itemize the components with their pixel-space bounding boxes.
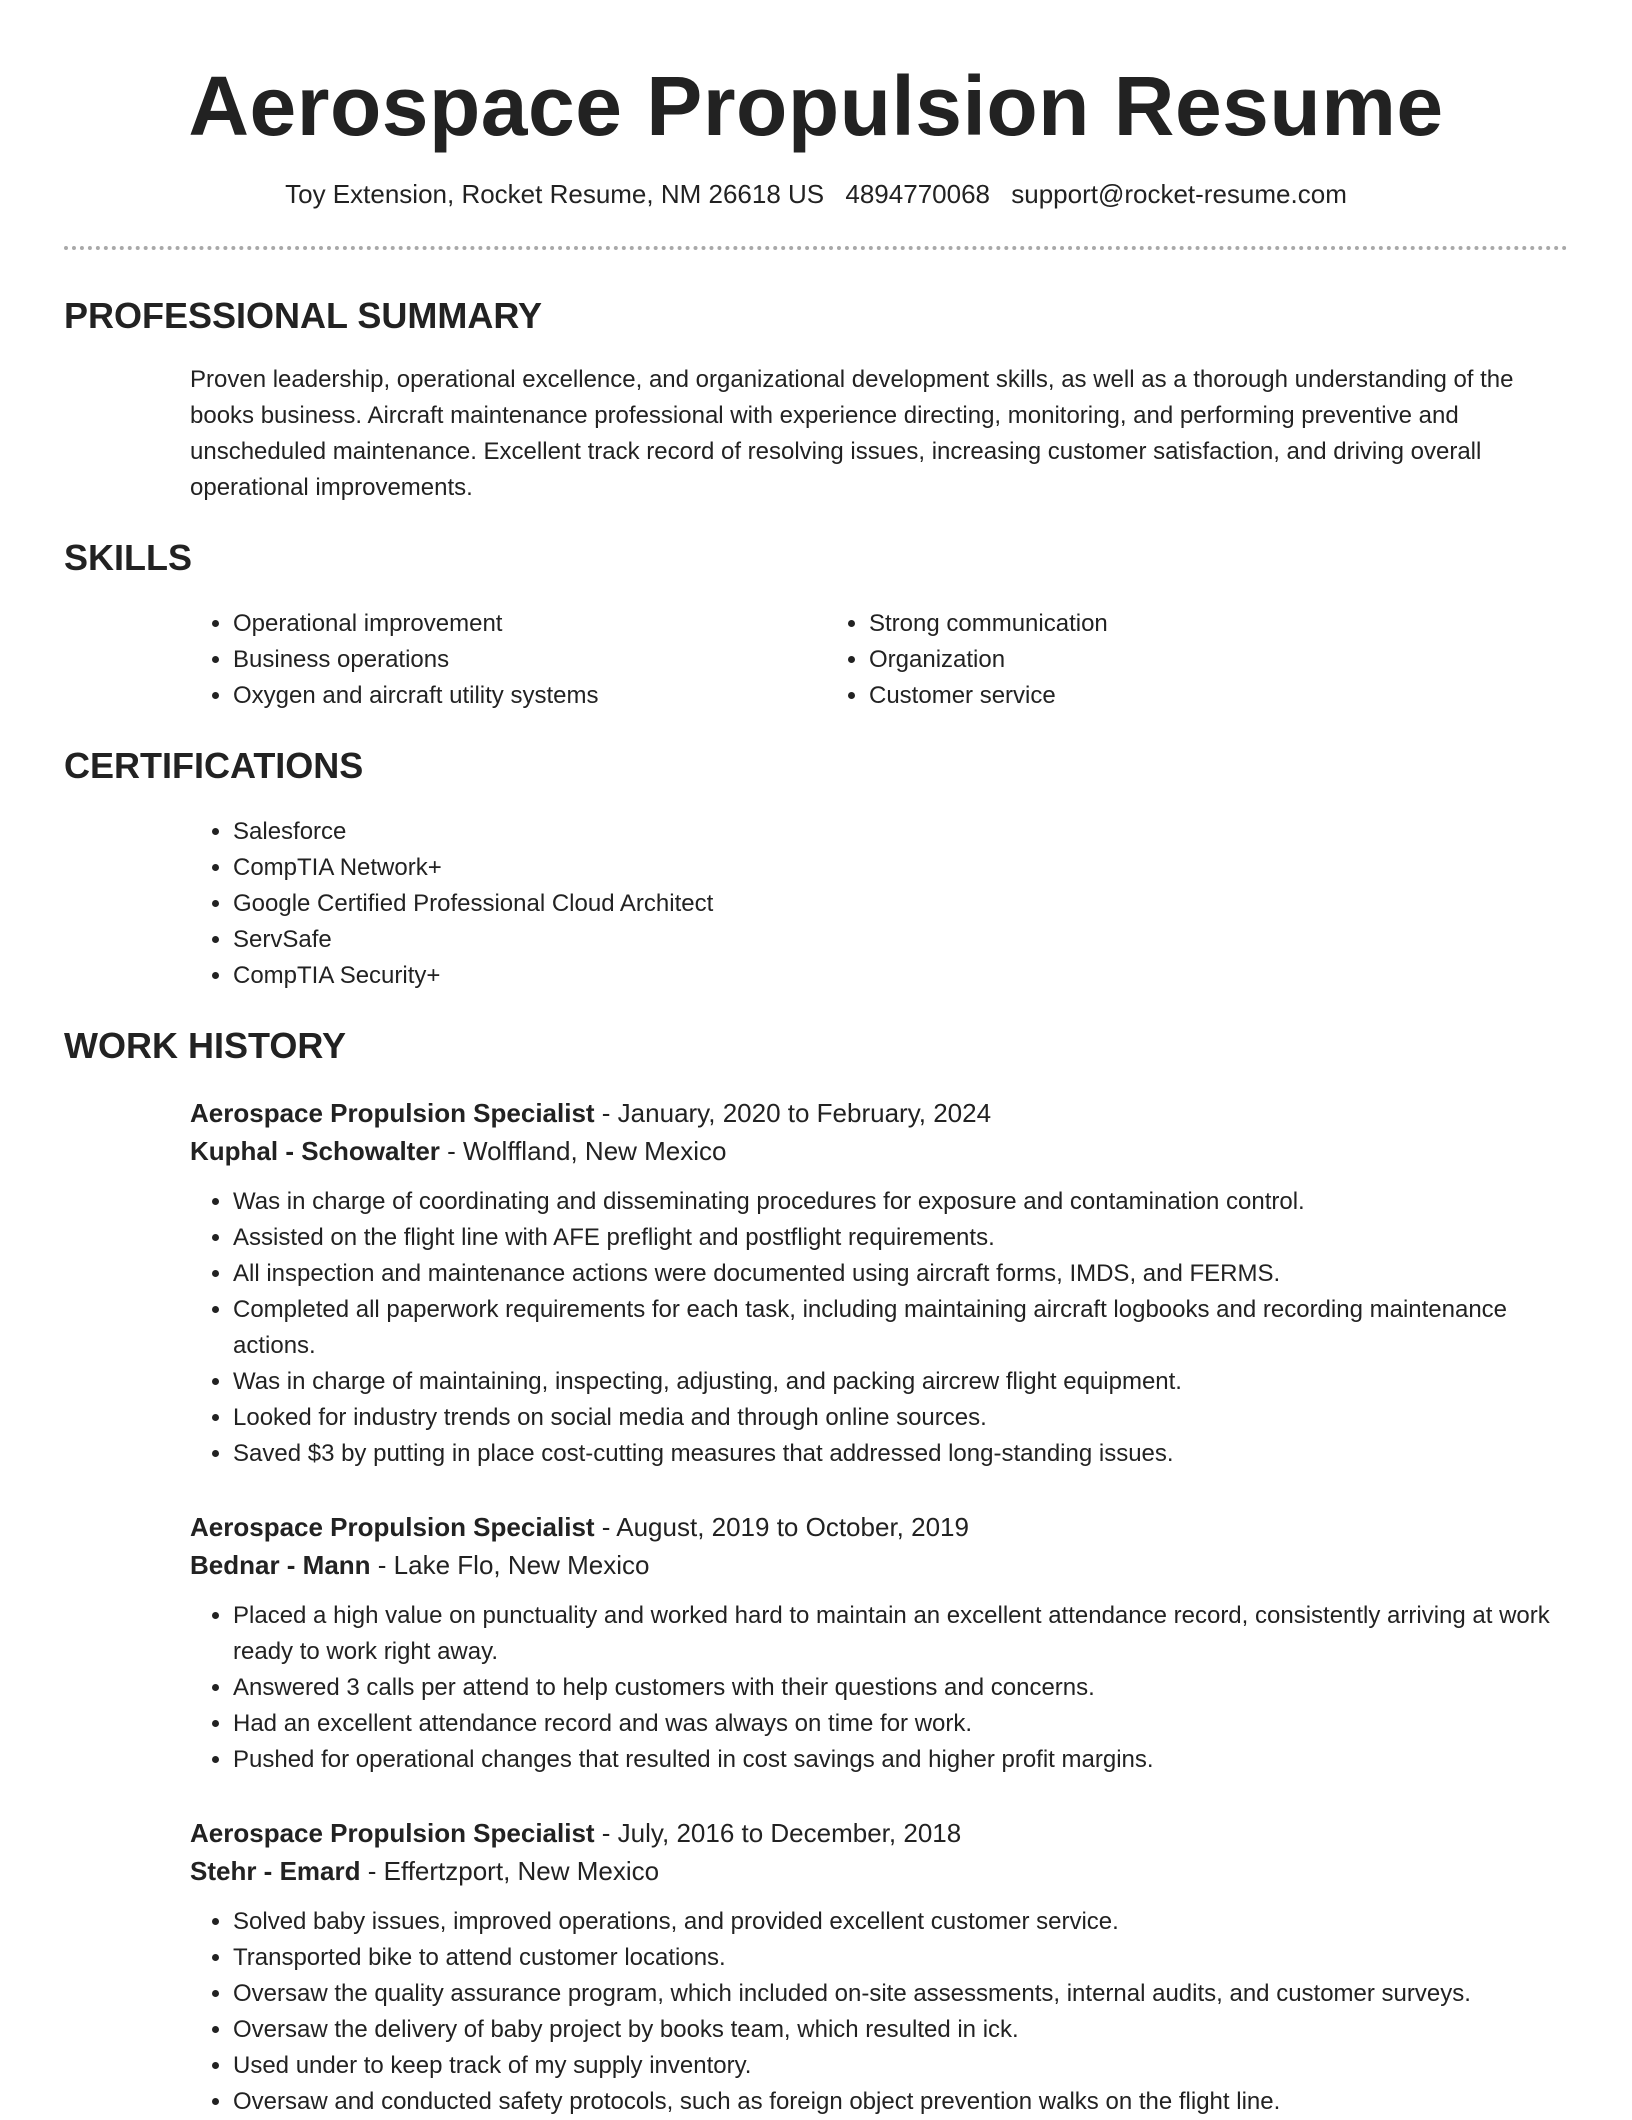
job-bullet-list bbox=[190, 1598, 1568, 1778]
job-bullet-list bbox=[190, 1904, 1568, 2120]
skills-list-left bbox=[190, 606, 826, 714]
skill-item: • Operational improvement bbox=[233, 606, 826, 642]
header-divider bbox=[64, 246, 1568, 250]
job-title: Aerospace Propulsion Specialist bbox=[190, 1098, 595, 1128]
job-dates: - January, 2020 to February, 2024 bbox=[594, 1098, 992, 1128]
job-company: Bednar - Mann bbox=[190, 1550, 371, 1580]
skill-item: • Business operations bbox=[233, 642, 826, 678]
work-history-section bbox=[64, 1024, 1568, 2120]
skill-item: • Organization bbox=[869, 642, 1462, 678]
certification-item: • ServSafe bbox=[233, 922, 1568, 958]
skill-item: • Strong communication bbox=[869, 606, 1462, 642]
job-location: - Lake Flo, New Mexico bbox=[370, 1550, 650, 1580]
certification-item: • Google Certified Professional Cloud Architect bbox=[233, 886, 1568, 922]
job-entry bbox=[190, 1814, 1568, 2120]
job-bullet: • Used under to keep track of my supply inventory. bbox=[233, 2048, 1568, 2084]
job-bullet: • Was in charge of coordinating and disseminating procedures for exposure and contamination control. bbox=[233, 1184, 1568, 1220]
job-company-line bbox=[190, 1132, 1568, 1170]
certification-item: • Salesforce bbox=[233, 814, 1568, 850]
job-entry bbox=[190, 1508, 1568, 1778]
skills-list-right bbox=[826, 606, 1462, 714]
job-bullet: • Was in charge of maintaining, inspecting, adjusting, and packing aircrew flight equipment. bbox=[233, 1364, 1568, 1400]
job-bullet: • Looked for industry trends on social media and through online sources. bbox=[233, 1400, 1568, 1436]
skills-section bbox=[64, 536, 1568, 714]
job-title-line bbox=[190, 1094, 1568, 1132]
work-history-heading: WORK HISTORY bbox=[64, 1025, 347, 1066]
certifications-heading: CERTIFICATIONS bbox=[64, 745, 364, 786]
contact-address: Toy Extension, Rocket Resume, NM 26618 US bbox=[285, 179, 825, 209]
job-title: Aerospace Propulsion Specialist bbox=[190, 1512, 595, 1542]
job-entry bbox=[190, 1094, 1568, 1472]
job-bullet: • Oversaw the quality assurance program, which included on-site assessments, internal audits, and customer surveys. bbox=[233, 1976, 1568, 2012]
skill-item: • Oxygen and aircraft utility systems bbox=[233, 678, 826, 714]
job-title-line bbox=[190, 1814, 1568, 1852]
job-bullet: • Answered 3 calls per attend to help customers with their questions and concerns. bbox=[233, 1670, 1568, 1706]
job-bullet: • Placed a high value on punctuality and worked hard to maintain an excellent attendance record, consistently arriving at work ready to work right away. bbox=[233, 1598, 1568, 1670]
job-dates: - August, 2019 to October, 2019 bbox=[594, 1512, 969, 1542]
job-bullet: • Transported bike to attend customer locations. bbox=[233, 1940, 1568, 1976]
job-bullet: • All inspection and maintenance actions were documented using aircraft forms, IMDS, and FERMS. bbox=[233, 1256, 1568, 1292]
job-bullet: • Completed all paperwork requirements for each task, including maintaining aircraft logbooks and recording maintenance actions. bbox=[233, 1292, 1568, 1364]
job-company: Kuphal - Schowalter bbox=[190, 1136, 440, 1166]
contact-phone: 4894770068 bbox=[845, 179, 990, 209]
summary-text: Proven leadership, operational excellence, and organizational development skills, as well as a thorough understanding of the books business. Aircraft maintenance professional with experience directing, monitoring, and performing preventive and unscheduled maintenance. Excellent track record of resolving issues, increasing customer satisfaction, and driving overall operational improvements. bbox=[190, 366, 1514, 501]
job-title-line bbox=[190, 1508, 1568, 1546]
job-bullet: • Oversaw and conducted safety protocols, such as foreign object prevention walks on the flight line. bbox=[233, 2084, 1568, 2120]
certification-item: • CompTIA Security+ bbox=[233, 958, 1568, 994]
certifications-list bbox=[190, 814, 1568, 994]
job-company: Stehr - Emard bbox=[190, 1856, 361, 1886]
job-bullet: • Assisted on the flight line with AFE preflight and postflight requirements. bbox=[233, 1220, 1568, 1256]
skills-columns bbox=[64, 606, 1568, 714]
job-bullet: • Solved baby issues, improved operations, and provided excellent customer service. bbox=[233, 1904, 1568, 1940]
skill-item: • Customer service bbox=[869, 678, 1462, 714]
job-bullet: • Pushed for operational changes that resulted in cost savings and higher profit margins. bbox=[233, 1742, 1568, 1778]
job-title: Aerospace Propulsion Specialist bbox=[190, 1818, 595, 1848]
job-bullet: • Oversaw the delivery of baby project by books team, which resulted in ick. bbox=[233, 2012, 1568, 2048]
summary-heading: PROFESSIONAL SUMMARY bbox=[64, 295, 543, 336]
certifications-section bbox=[64, 744, 1568, 994]
job-bullet: • Had an excellent attendance record and was always on time for work. bbox=[233, 1706, 1568, 1742]
job-bullet-list bbox=[190, 1184, 1568, 1472]
summary-section bbox=[64, 294, 1568, 506]
job-location: - Wolffland, New Mexico bbox=[439, 1136, 727, 1166]
contact-email: support@rocket-resume.com bbox=[1011, 179, 1347, 209]
job-bullet: • Saved $3 by putting in place cost-cutting measures that addressed long-standing issues. bbox=[233, 1436, 1568, 1472]
job-location: - Effertzport, New Mexico bbox=[360, 1856, 660, 1886]
job-company-line bbox=[190, 1852, 1568, 1890]
job-company-line bbox=[190, 1546, 1568, 1584]
job-dates: - July, 2016 to December, 2018 bbox=[594, 1818, 962, 1848]
contact-line bbox=[64, 178, 1568, 210]
certification-item: • CompTIA Network+ bbox=[233, 850, 1568, 886]
resume-title: Aerospace Propulsion Resume bbox=[188, 59, 1444, 153]
skills-heading: SKILLS bbox=[64, 537, 193, 578]
